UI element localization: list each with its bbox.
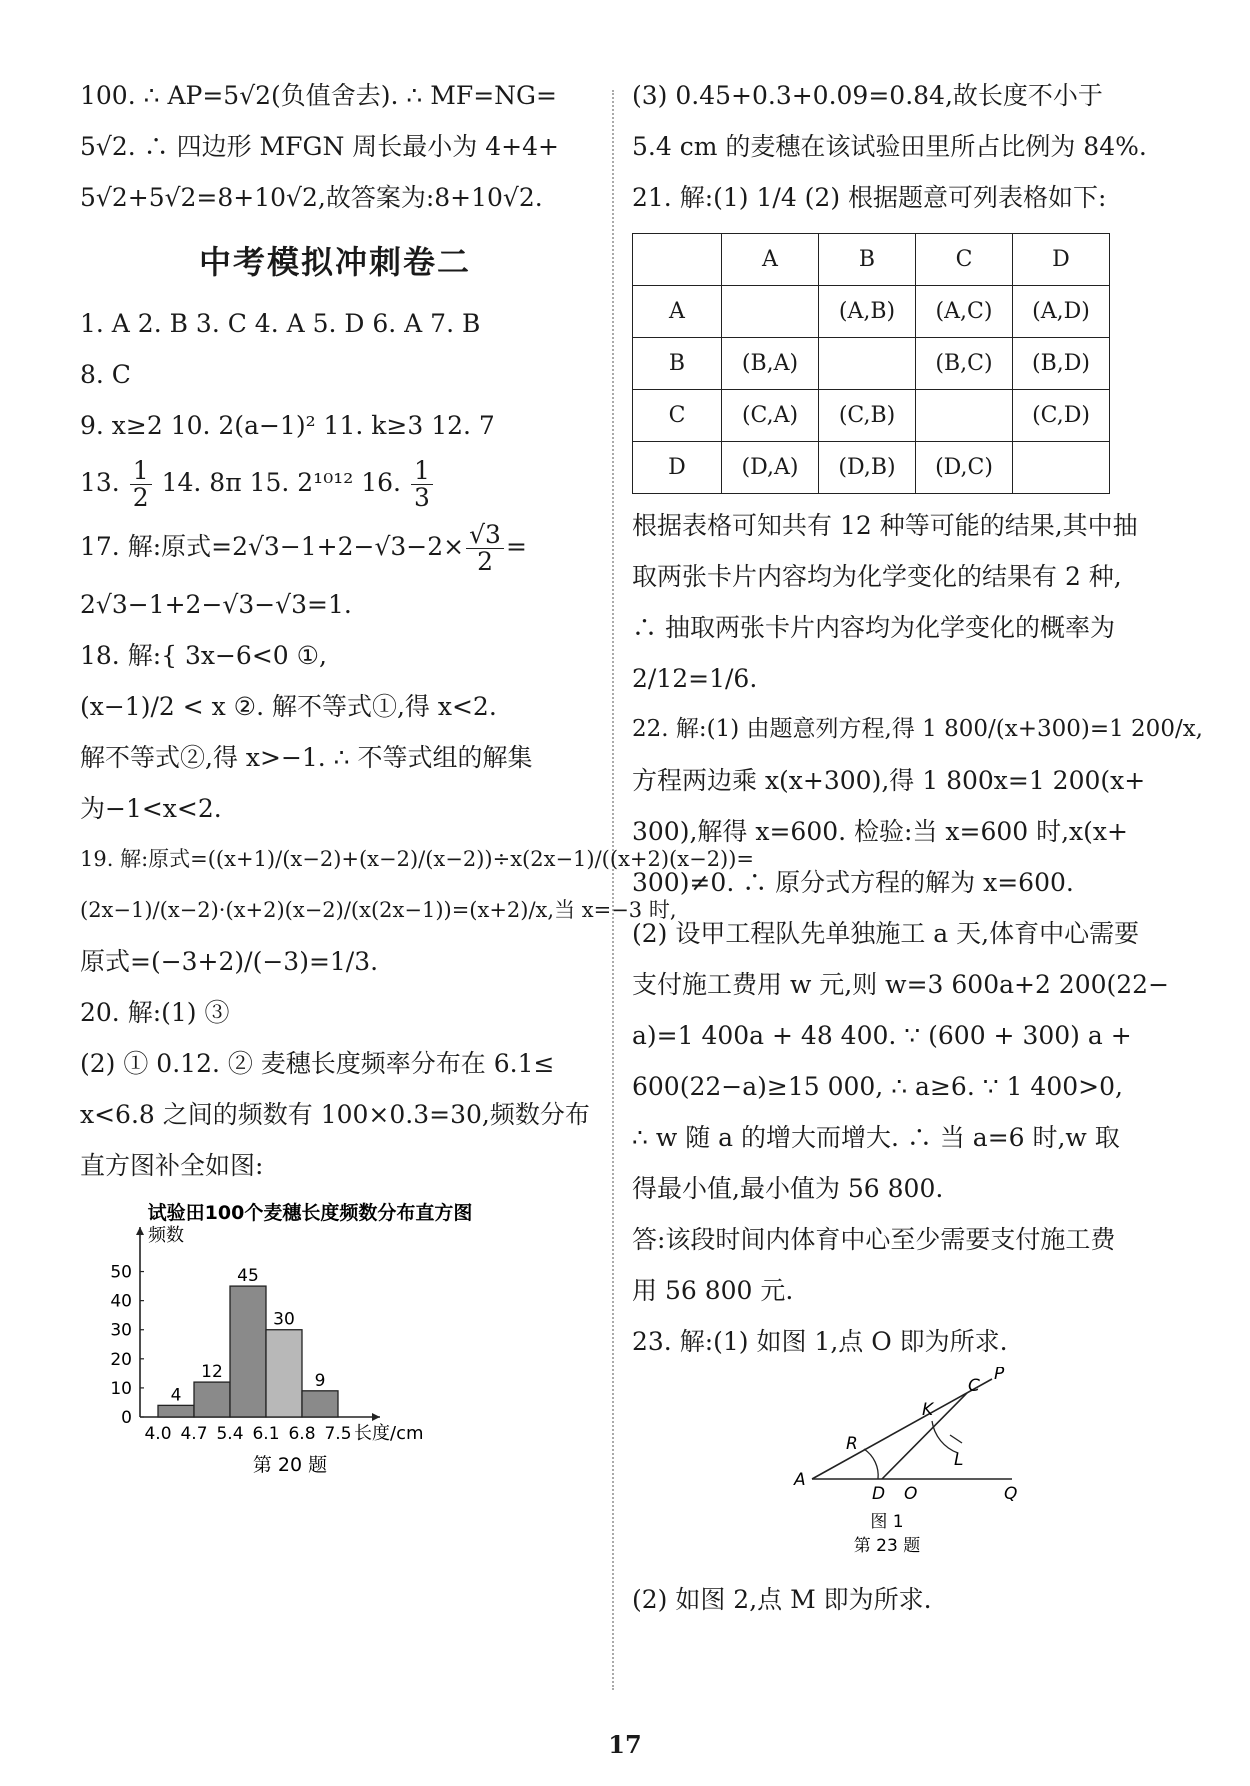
- histogram-bar: [302, 1391, 338, 1417]
- table-cell: [916, 390, 1013, 442]
- answers-row: 8. C: [80, 360, 131, 389]
- table-cell: (D,A): [722, 442, 819, 494]
- text-line: 支付施工费用 w 元,则 w=3 600a+2 200(22−: [632, 970, 1170, 999]
- text-line: (2x−1)/(x−2)·(x+2)(x−2)/(x(2x−1))=(x+2)/x,当 x=−3 时,: [80, 898, 677, 922]
- label-P: P: [994, 1367, 1005, 1384]
- text-line: 600(22−a)≥15 000, ∴ a≥6. ∵ 1 400>0,: [632, 1072, 1123, 1101]
- text-line: 取两张卡片内容均为化学变化的结果有 2 种,: [632, 562, 1122, 591]
- bar-value-label: 45: [237, 1266, 259, 1287]
- table-cell: D: [633, 442, 722, 494]
- answers-row: 9. x≥2 10. 2(a−1)² 11. k≥3 12. 7: [80, 411, 495, 440]
- table-cell: (A,D): [1013, 286, 1110, 338]
- table-cell: C: [916, 234, 1013, 286]
- text-line: 21. 解:(1) 1/4 (2) 根据题意可列表格如下:: [632, 183, 1107, 212]
- label-L: L: [954, 1450, 964, 1470]
- table-cell: (C,B): [819, 390, 916, 442]
- text-line: 得最小值,最小值为 56 800.: [632, 1174, 944, 1203]
- chart-title: 试验田100个麦穗长度频数分布直方图: [147, 1202, 473, 1224]
- label-R: R: [846, 1434, 858, 1454]
- figure-caption: 图 1: [870, 1512, 904, 1532]
- text-line: 5.4 cm 的麦穗在该试验田里所占比例为 84%.: [632, 132, 1147, 161]
- y-tick-label: 50: [110, 1262, 132, 1283]
- table-cell: A: [722, 234, 819, 286]
- label-A: A: [794, 1470, 806, 1490]
- text-line: (2) ① 0.12. ② 麦穗长度频率分布在 6.1≤: [80, 1049, 555, 1078]
- table-cell: (C,D): [1013, 390, 1110, 442]
- histogram-bar: [158, 1405, 194, 1417]
- table-cell: [819, 338, 916, 390]
- histogram-bar: [230, 1286, 266, 1417]
- text-line: 300),解得 x=600. 检验:当 x=600 时,x(x+: [632, 817, 1128, 846]
- y-axis-label: 频数: [148, 1225, 184, 1246]
- q17-fraction: $\frac{√3}{2}$: [466, 522, 504, 575]
- section-heading: 中考模拟冲刺卷二: [198, 243, 471, 281]
- table-cell: (B,C): [916, 338, 1013, 390]
- y-tick-label: 20: [110, 1349, 132, 1370]
- label-K: K: [922, 1400, 934, 1420]
- table-cell: [633, 234, 722, 286]
- chart-caption: 第 20 题: [252, 1454, 328, 1476]
- x-tick-label: 4.7: [180, 1424, 208, 1444]
- table-cell: (A,C): [916, 286, 1013, 338]
- text-line: 19. 解:原式=((x+1)/(x−2)+(x−2)/(x−2))÷x(2x−1)/((x+2)(x−2))=: [80, 847, 755, 871]
- x-tick-label: 6.1: [252, 1424, 280, 1444]
- text-line: 300)≠0. ∴ 原分式方程的解为 x=600.: [632, 868, 1074, 897]
- text-line: 直方图补全如图:: [80, 1151, 264, 1180]
- bar-value-label: 9: [314, 1370, 326, 1391]
- x-tick-label: 5.4: [216, 1424, 244, 1444]
- right-column: [632, 70, 1203, 1625]
- column-divider: [612, 90, 614, 1690]
- label-D: D: [872, 1484, 886, 1504]
- table-row: [633, 390, 1110, 442]
- text-line: 5√2+5√2=8+10√2,故答案为:8+10√2.: [80, 183, 543, 212]
- bar-value-label: 12: [201, 1362, 223, 1383]
- bar-value-label: 30: [273, 1309, 295, 1330]
- table-row: [633, 338, 1110, 390]
- table-cell: B: [633, 338, 722, 390]
- text-line: 根据表格可知共有 12 种等可能的结果,其中抽: [632, 511, 1138, 540]
- text-line: a)=1 400a + 48 400. ∵ (600 + 300) a +: [632, 1021, 1132, 1050]
- x-tick-label: 6.8: [288, 1424, 316, 1444]
- text-line: 答:该段时间内体育中心至少需要支付施工费: [632, 1225, 1116, 1254]
- bar-value-label: 4: [170, 1385, 182, 1406]
- table-cell: D: [1013, 234, 1110, 286]
- table-cell: (C,A): [722, 390, 819, 442]
- figure-caption: 第 23 题: [853, 1536, 921, 1556]
- q13-fraction: $\frac{1}{2}$: [130, 458, 152, 511]
- histogram-bar: [194, 1382, 230, 1417]
- geometry-figure: [632, 1367, 1152, 1574]
- text-line: 原式=(−3+2)/(−3)=1/3.: [80, 947, 379, 976]
- y-axis-arrow: [136, 1227, 144, 1235]
- q16-fraction: $\frac{1}{3}$: [411, 458, 433, 511]
- table-cell: B: [819, 234, 916, 286]
- text-line: 20. 解:(1) ③: [80, 998, 230, 1027]
- text-line: 18. 解:{ 3x−6<0 ①,: [80, 641, 327, 670]
- table-row: [633, 286, 1110, 338]
- label-Q: Q: [1004, 1484, 1018, 1504]
- text-line: 方程两边乘 x(x+300),得 1 800x=1 200(x+: [632, 766, 1146, 795]
- text-line: ∴ 抽取两张卡片内容均为化学变化的概率为: [632, 613, 1115, 642]
- label-C: C: [968, 1376, 980, 1396]
- y-tick-label: 10: [110, 1378, 132, 1399]
- table-cell: (D,B): [819, 442, 916, 494]
- table-cell: C: [633, 390, 722, 442]
- table-cell: [722, 286, 819, 338]
- y-tick-label: 0: [121, 1408, 132, 1428]
- answers-row: 1. A 2. B 3. C 4. A 5. D 6. A 7. B: [80, 309, 481, 338]
- x-axis-arrow: [372, 1413, 380, 1421]
- text-line: 100. ∴ AP=5√2(负值舍去). ∴ MF=NG=: [80, 81, 557, 110]
- text-line: (x−1)/2 < x ②. 解不等式①,得 x<2.: [80, 692, 497, 721]
- q13-label: 13.: [80, 468, 120, 497]
- q14-16-text: 14. 8π 15. 2¹⁰¹² 16.: [161, 468, 401, 497]
- histogram-bar: [266, 1330, 302, 1417]
- x-axis-label: 长度/cm: [354, 1423, 424, 1444]
- q17-line: 17. 解:原式=2√3−1+2−√3−2× $\frac{√3}{2}$ =: [80, 520, 527, 576]
- table-cell: (A,B): [819, 286, 916, 338]
- text-line: 2/12=1/6.: [632, 664, 758, 693]
- text-line: 22. 解:(1) 由题意列方程,得 1 800/(x+300)=1 200/x,: [632, 716, 1203, 742]
- text-line: (3) 0.45+0.3+0.09=0.84,故长度不小于: [632, 81, 1103, 110]
- table-row: [633, 442, 1110, 494]
- label-O: O: [904, 1484, 918, 1504]
- text-line: 用 56 800 元.: [632, 1276, 794, 1305]
- text-line: (2) 设甲工程队先单独施工 a 天,体育中心需要: [632, 919, 1140, 948]
- text-line: 5√2. ∴ 四边形 MFGN 周长最小为 4+4+: [80, 132, 559, 161]
- text-line: 23. 解:(1) 如图 1,点 O 即为所求.: [632, 1327, 1008, 1356]
- y-tick-label: 40: [110, 1291, 132, 1312]
- arc-RD: [864, 1449, 878, 1479]
- table-cell: (D,C): [916, 442, 1013, 494]
- text-line: ∴ w 随 a 的增大而增大. ∴ 当 a=6 时,w 取: [632, 1123, 1120, 1152]
- text-line: 2√3−1+2−√3−√3=1.: [80, 590, 352, 619]
- text-line: x<6.8 之间的频数有 100×0.3=30,频数分布: [80, 1100, 590, 1129]
- table-cell: [1013, 442, 1110, 494]
- text-line: 解不等式②,得 x>−1. ∴ 不等式组的解集: [80, 743, 533, 772]
- page-number: 17: [608, 1730, 642, 1759]
- histogram-figure: [80, 1197, 590, 1494]
- arc-mark: [950, 1435, 962, 1443]
- table-cell: (B,A): [722, 338, 819, 390]
- text-line: 为−1<x<2.: [80, 794, 222, 823]
- construction-diagram: [782, 1367, 1082, 1557]
- x-tick-label: 7.5: [324, 1424, 352, 1444]
- text-line: (2) 如图 2,点 M 即为所求.: [632, 1585, 932, 1614]
- table-cell: (B,D): [1013, 338, 1110, 390]
- answers-row: [80, 451, 590, 515]
- outcome-table: [632, 233, 1110, 494]
- table-header-row: [633, 234, 1110, 286]
- table-cell: A: [633, 286, 722, 338]
- histogram-chart: [80, 1197, 540, 1477]
- y-tick-label: 30: [110, 1320, 132, 1341]
- x-tick-label: 4.0: [144, 1424, 172, 1444]
